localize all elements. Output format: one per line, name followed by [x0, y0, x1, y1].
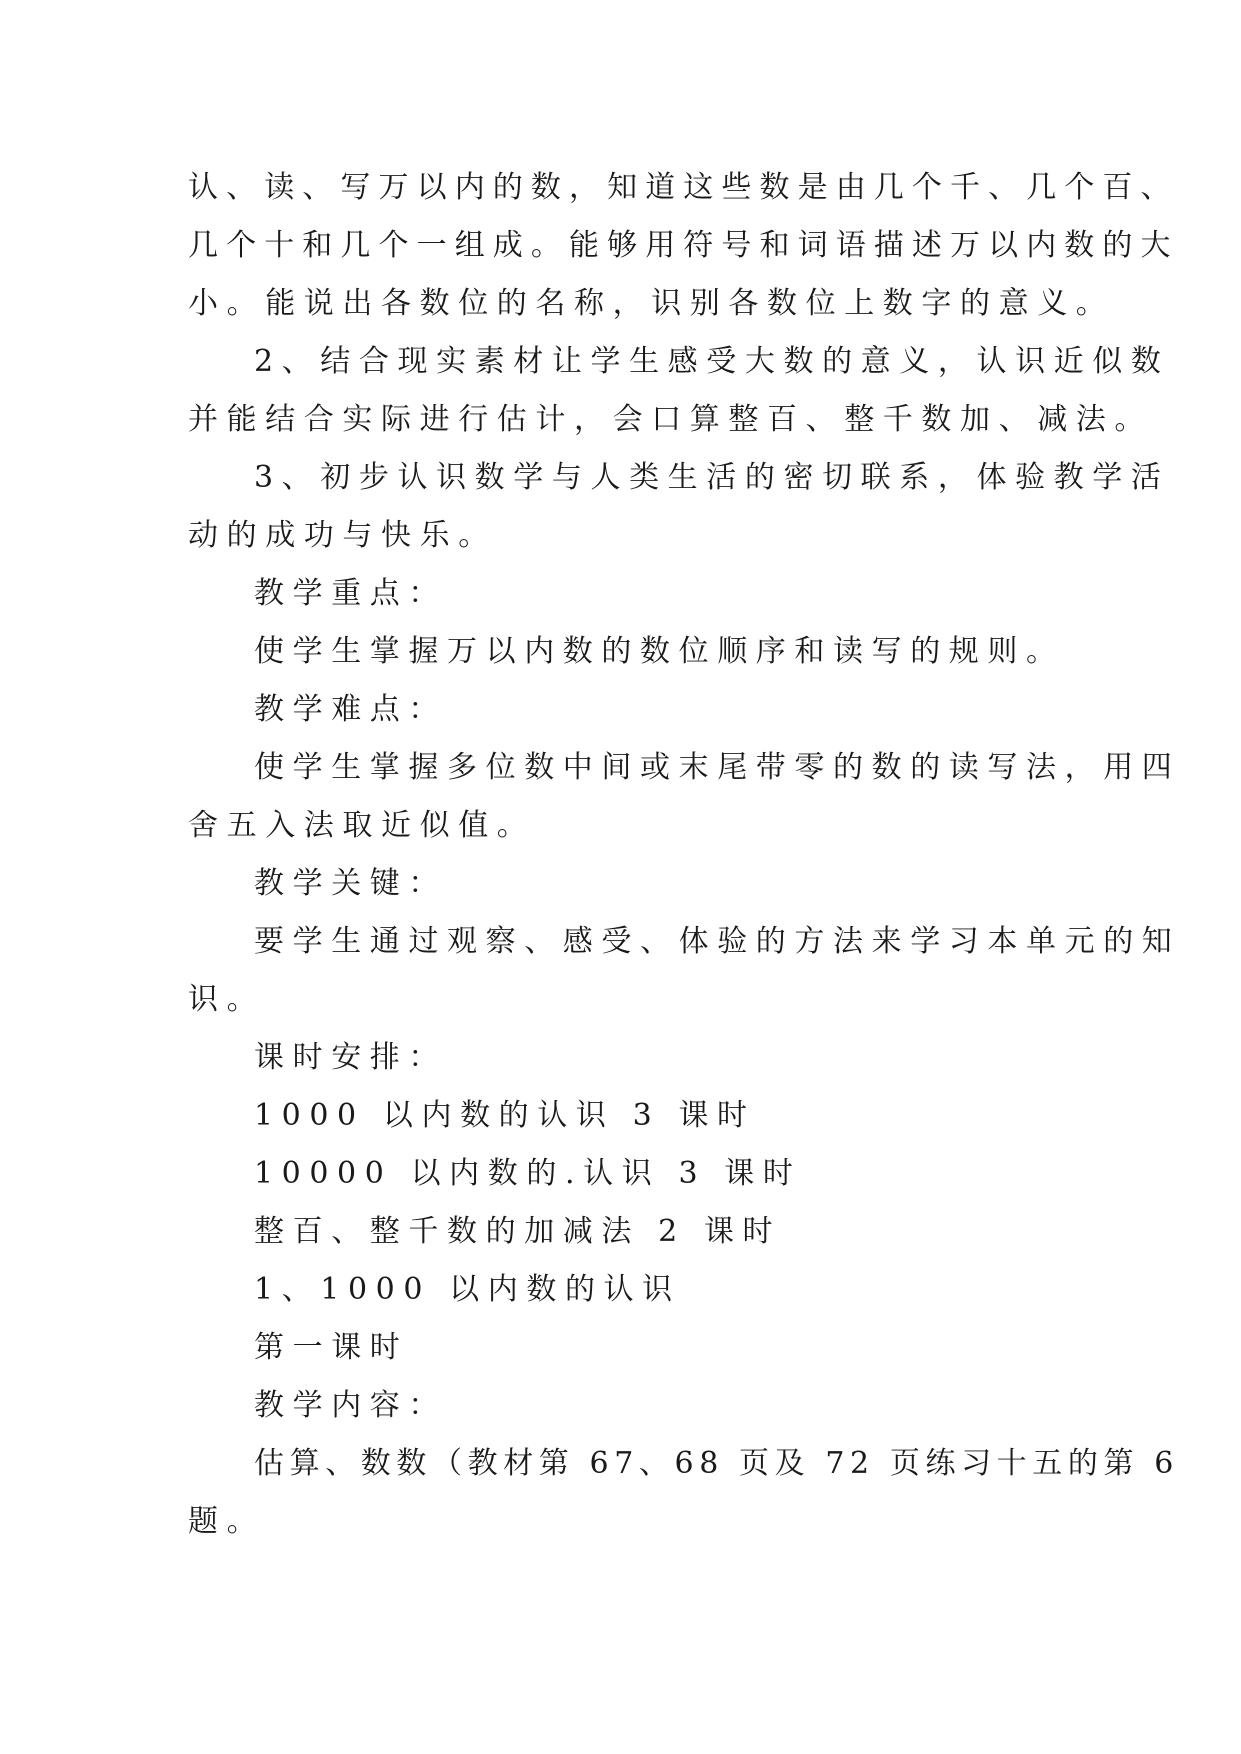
- text-line: 3、初步认识数学与人类生活的密切联系，体验教学活: [254, 460, 1170, 495]
- section-heading: 课时安排：: [254, 1040, 447, 1075]
- text-line: 要学生通过观察、感受、体验的方法来学习本单元的知: [254, 924, 1181, 959]
- text-line: 小。能说出各数位的名称，识别各数位上数字的意义。: [188, 286, 1115, 321]
- schedule-item: 整百、整千数的加减法 2 课时: [254, 1214, 782, 1249]
- section-heading: 教学关键：: [254, 866, 447, 901]
- section-heading: 1、1000 以内数的认识: [254, 1272, 681, 1307]
- text-line: 识。: [188, 982, 266, 1017]
- text-line: 2、结合现实素材让学生感受大数的意义，认识近似数: [254, 344, 1170, 379]
- section-heading: 教学内容：: [254, 1388, 447, 1423]
- text-line: 题。: [188, 1504, 266, 1539]
- section-heading: 第一课时: [254, 1330, 409, 1365]
- text-line: 几个十和几个一组成。能够用符号和词语描述万以内数的大: [188, 228, 1179, 263]
- section-heading: 教学难点：: [254, 692, 447, 727]
- schedule-item: 10000 以内数的.认识 3 课时: [254, 1156, 802, 1191]
- text-line: 估算、数数（教材第 67、68 页及 72 页练习十五的第 6: [254, 1446, 1179, 1481]
- text-line: 舍五入法取近似值。: [188, 808, 536, 843]
- text-line: 动的成功与快乐。: [188, 518, 497, 553]
- text-line: 使学生掌握多位数中间或末尾带零的数的读写法，用四: [254, 750, 1181, 785]
- section-heading: 教学重点：: [254, 576, 447, 611]
- text-line: 使学生掌握万以内数的数位顺序和读写的规则。: [254, 634, 1065, 669]
- schedule-item: 1000 以内数的认识 3 课时: [254, 1098, 756, 1133]
- text-line: 并能结合实际进行估计，会口算整百、整千数加、减法。: [188, 402, 1153, 437]
- text-line: 认、读、写万以内的数，知道这些数是由几个千、几个百、: [188, 170, 1179, 205]
